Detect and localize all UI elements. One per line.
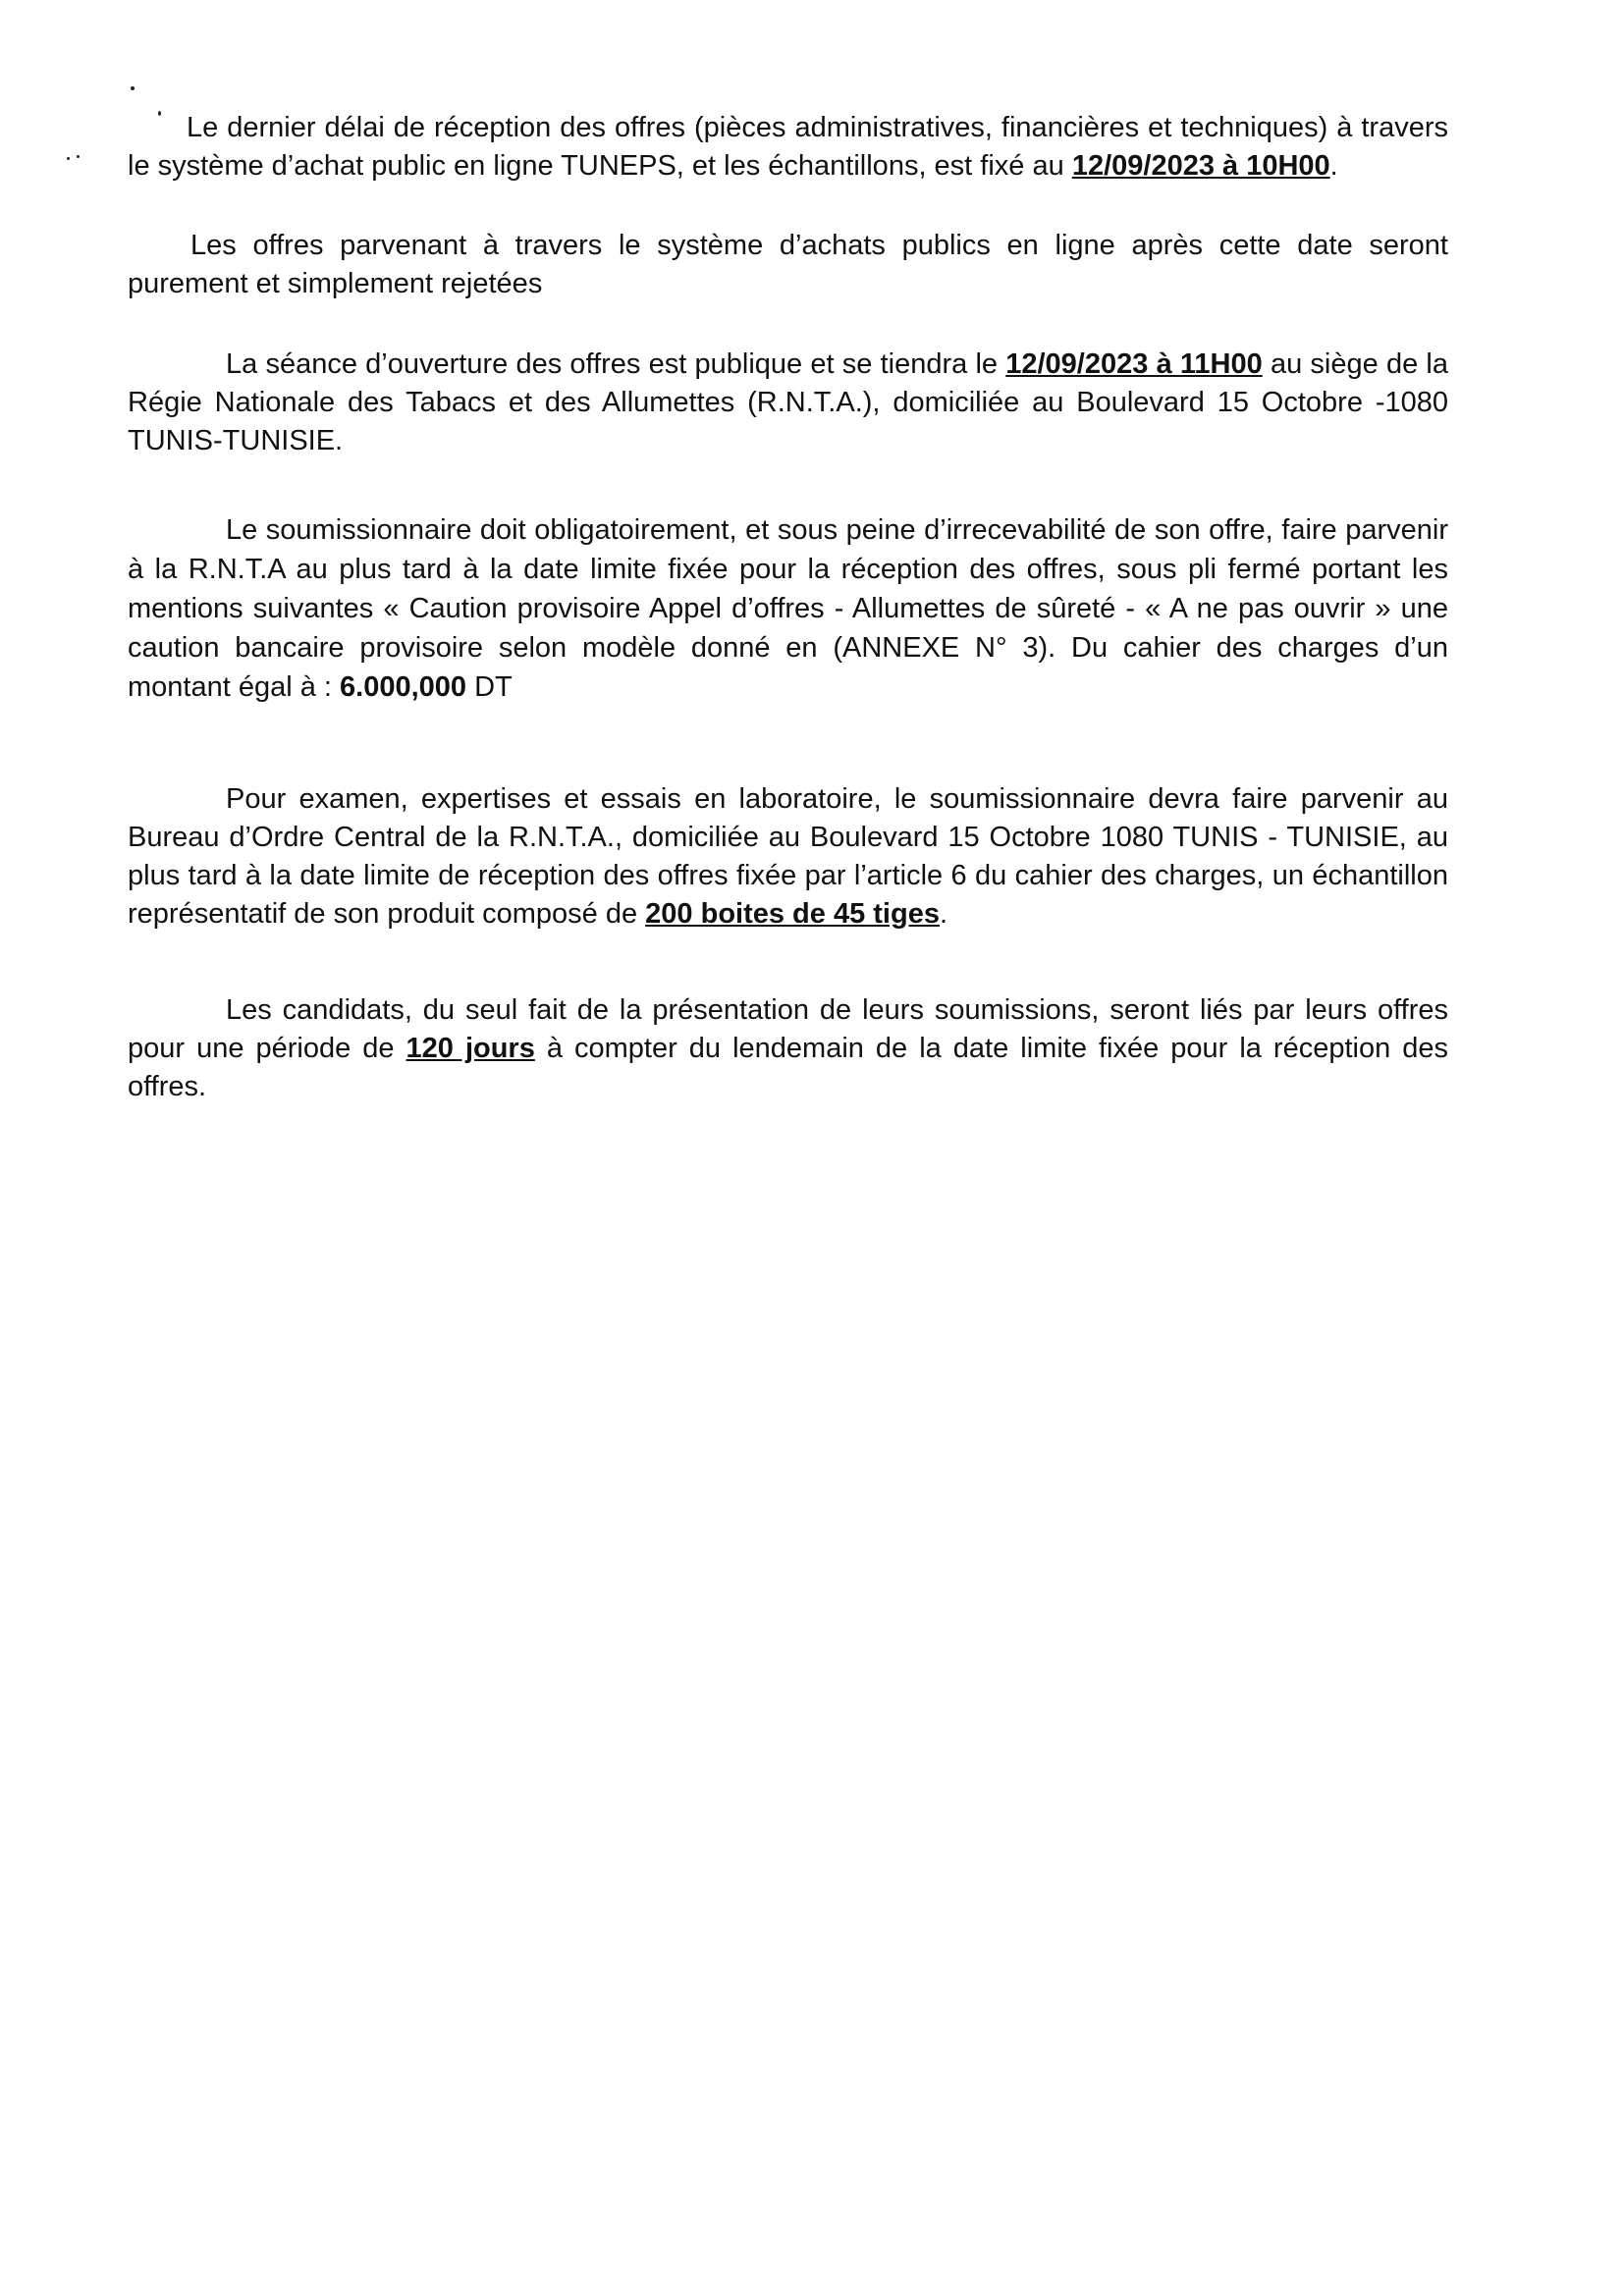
opening-text-a: La séance d’ouverture des offres est publique et se tiendra le: [226, 348, 1006, 380]
validity-text-a: Les candidats, du seul fait de la présentation de leurs soumissions, seront liés par leurs offres pour une période de: [128, 994, 1448, 1064]
deadline-period: .: [1329, 150, 1338, 182]
paragraph-rejection: [128, 227, 1448, 303]
deadline-date: 12/09/2023 à 10H00: [1071, 150, 1330, 182]
sample-quantity: 200 boites de 45 tiges: [645, 898, 940, 930]
opening-text-b: au siège de la Régie Nationale des Tabacs et des Allumettes (R.N.T.A.), domiciliée au Boulevard 15 Octobre -1080 TUNIS-TUNISIE.: [128, 348, 1448, 456]
paragraph-deadline: [128, 109, 1448, 186]
guarantee-text: Le soumissionnaire doit obligatoirement, et sous peine d’irrecevabilité de son offre, faire parvenir à la R.N.T.A au plus tard à la date limite fixée pour la réception des offres, sous pli fermé portant les mentions suivantes « Caution provisoire Appel d’offres - Allumettes de sûreté - « A ne pas ouvrir » une caution bancaire provisoire selon modèle donné en (ANNEXE N° 3). Du cahier des charges d’un montant égal à :: [128, 514, 1448, 703]
paragraph-validity: [128, 991, 1448, 1106]
sample-period: .: [939, 898, 948, 930]
paragraph-opening-session: [128, 346, 1448, 460]
deadline-text: Le dernier délai de réception des offres (pièces administratives, financières et techniques) à travers le système d’achat public en ligne TUNEPS, et les échantillons, est fixé au: [128, 112, 1448, 182]
guarantee-currency: DT: [466, 671, 513, 703]
guarantee-amount: 6.000,000: [340, 671, 467, 703]
scan-speck: [67, 157, 70, 160]
validity-text-b: à compter du lendemain de la date limite fixée pour la réception des offres.: [128, 1033, 1448, 1102]
scan-speck: [77, 155, 80, 158]
sample-text: Pour examen, expertises et essais en laboratoire, le soumissionnaire devra faire parvenir au Bureau d’Ordre Central de la R.N.T.A., domiciliée au Boulevard 15 Octobre 1080 TUNIS - TUNISIE, au plus tard à la date limite de réception des offres fixée par l’article 6 du cahier des charges, un échantillon représentatif de son produit composé de: [128, 783, 1448, 930]
rejection-text: Les offres parvenant à travers le système d’achats publics en ligne après cette date seront purement et simplement rejetées: [128, 230, 1448, 299]
paragraph-sample: [128, 780, 1448, 934]
paragraph-guarantee: [128, 510, 1448, 707]
validity-period: 120 jours: [406, 1033, 535, 1064]
opening-date: 12/09/2023 à 11H00: [1005, 348, 1263, 380]
scan-speck: [131, 86, 135, 90]
